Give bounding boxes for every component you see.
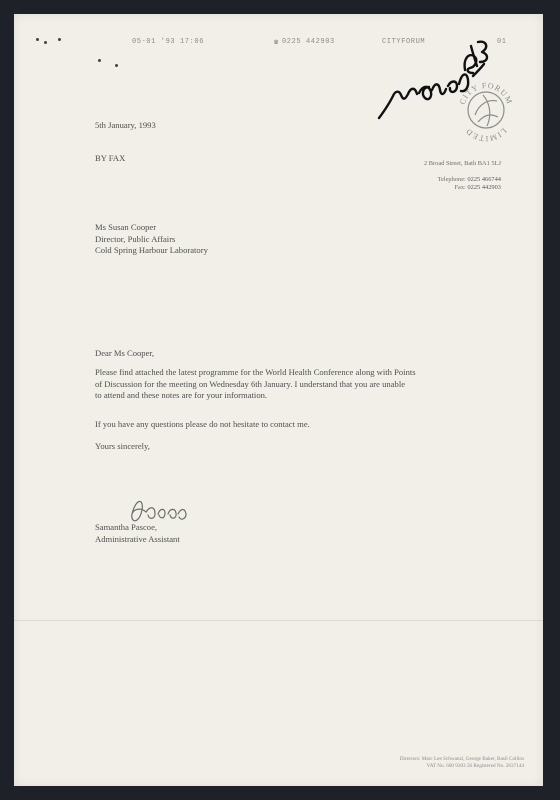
signer-title: Administrative Assistant xyxy=(95,533,180,544)
recipient-title: Director, Public Affairs xyxy=(95,233,176,244)
registration-line: VAT No. 600 9303 56 Registered No. 2637144 xyxy=(426,762,524,769)
body-line: to attend and these notes are for your information. xyxy=(95,390,268,401)
body-line: of Discussion for the meeting on Wednesday 6th January. I understand that you are unable xyxy=(95,378,406,389)
recipient-organization: Cold Spring Harbour Laboratory xyxy=(95,245,208,256)
paper-speck xyxy=(58,38,61,41)
city-forum-logo-mark xyxy=(452,76,520,144)
recipient-block xyxy=(95,222,208,257)
signer-name: Samantha Pascoe, xyxy=(95,522,158,532)
letter-paper xyxy=(14,14,543,786)
closing-line: If you have any questions please do not hesitate to contact me. xyxy=(95,419,310,429)
recipient-name: Ms Susan Cooper xyxy=(95,222,157,232)
city-forum-logo xyxy=(452,76,520,144)
fax-number-line xyxy=(274,38,335,47)
fax-label: Fax: xyxy=(454,184,466,192)
company-footer xyxy=(316,756,524,770)
fax-number: 0225 442903 xyxy=(282,38,335,46)
telephone-value: 0225 466744 xyxy=(467,175,501,183)
directors-line: Directors: Marc Lee Schwanzl, George Baker, Basil Collins xyxy=(399,756,524,762)
delivery-method: BY FAX xyxy=(95,153,126,163)
fold-line xyxy=(14,620,543,621)
fax-date-time: 05-01 '93 17:06 xyxy=(132,38,205,46)
paper-speck xyxy=(98,59,101,62)
logo-top-text: CITY FORUM xyxy=(457,80,515,106)
telephone-label: Telephone: xyxy=(437,175,466,183)
sender-address xyxy=(361,160,501,193)
paper-speck xyxy=(115,64,118,67)
salutation: Dear Ms Cooper, xyxy=(95,348,155,358)
fax-page: 01 xyxy=(497,38,507,46)
fax-line xyxy=(361,184,501,193)
fax-sender: CITYFORUM xyxy=(382,38,426,46)
letter-body xyxy=(95,367,416,402)
signer-block xyxy=(95,522,180,545)
telephone-line xyxy=(361,176,501,185)
paper-speck xyxy=(36,38,39,41)
phone-icon: ☎ xyxy=(274,39,279,47)
logo-bottom-text: LIMITED xyxy=(463,126,509,144)
body-line: Please find attached the latest programme for the World Health Conference along with Points xyxy=(95,367,416,377)
paper-speck xyxy=(44,41,47,44)
fax-value: 0225 442903 xyxy=(467,184,501,192)
signoff: Yours sincerely, xyxy=(95,441,150,451)
letter-date: 5th January, 1993 xyxy=(95,120,156,130)
sender-street: 2 Broad Street, Bath BA1 5LJ xyxy=(423,160,501,167)
